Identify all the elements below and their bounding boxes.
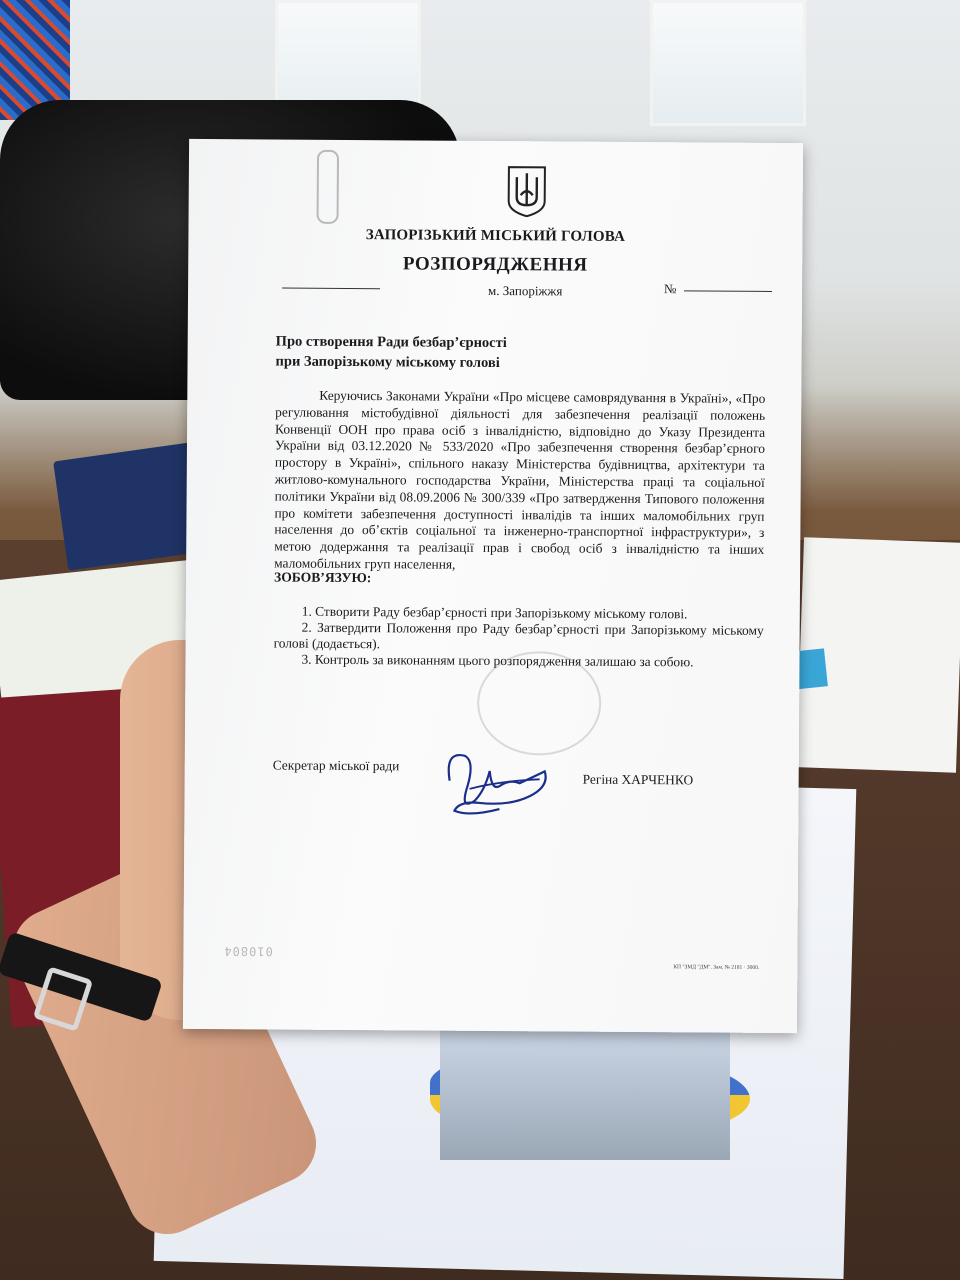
authority-title: ЗАПОРІЗЬКИЙ МІСЬКИЙ ГОЛОВА xyxy=(365,227,626,245)
order-word: ЗОБОВ’ЯЗУЮ: xyxy=(274,569,372,586)
signature xyxy=(439,741,560,822)
subject-line: при Запорізькому міському голові xyxy=(275,353,500,372)
signatory-title: Секретар міської ради xyxy=(272,757,400,774)
document-sheet xyxy=(183,139,803,1033)
booklet-photo xyxy=(440,1030,730,1160)
printer-mark: КП "ЗМД "ДМ". Зам. № 2181 · 3000. xyxy=(673,964,760,971)
coat-of-arms-icon xyxy=(507,165,547,217)
order-item: 2. Затвердити Положення про Раду безбар’єрності при Запорізькому міському голові (додається). xyxy=(273,619,764,652)
preamble-paragraph: Керуючись Законами України «Про місцеве самоврядування в Україні», «Про регулювання містобудівної діяльності для забезпечення реалізації положень Конвенції ООН про права осіб з інвалідністю, відповідно до Указу Президента України від 03.12.2020 № 533/2020 «Про забезпечення створення безбар’єрного простору в Україні», спільного наказу Міністерства будівництва, архітектури та житлово-комунального господарства України, Міністерства праці та соціальної політики України від 08.09.2006 № 300/339 «Про затвердження Типового положення про комітети забезпечення доступності інвалідів та інших маломобільних груп населення до об’єктів соціальної та інженерно-транспортної інфраструктури», з метою додержання та реалізації прав і свобод осіб з інвалідністю та інших маломобільних груп населення, xyxy=(274,387,766,572)
paper-clip-icon xyxy=(317,150,340,224)
signatory-name: Регіна ХАРЧЕНКО xyxy=(582,771,694,788)
place-of-issue: м. Запоріжжя xyxy=(488,282,563,299)
order-item: 3. Контроль за виконанням цього розпорядження залишаю за собою. xyxy=(301,651,694,670)
subject-line: Про створення Ради безбар’єрності xyxy=(275,333,507,352)
number-sign: № xyxy=(664,281,677,297)
number-line xyxy=(684,290,772,292)
window xyxy=(650,0,806,126)
date-line xyxy=(282,288,380,290)
serial-number: 010804 xyxy=(223,944,273,959)
document-type: РОЗПОРЯДЖЕННЯ xyxy=(402,253,588,276)
order-item: 1. Створити Раду безбар’єрності при Запорізькому міському голові. xyxy=(301,603,688,622)
subject xyxy=(275,331,506,373)
faint-stamp xyxy=(477,651,602,756)
